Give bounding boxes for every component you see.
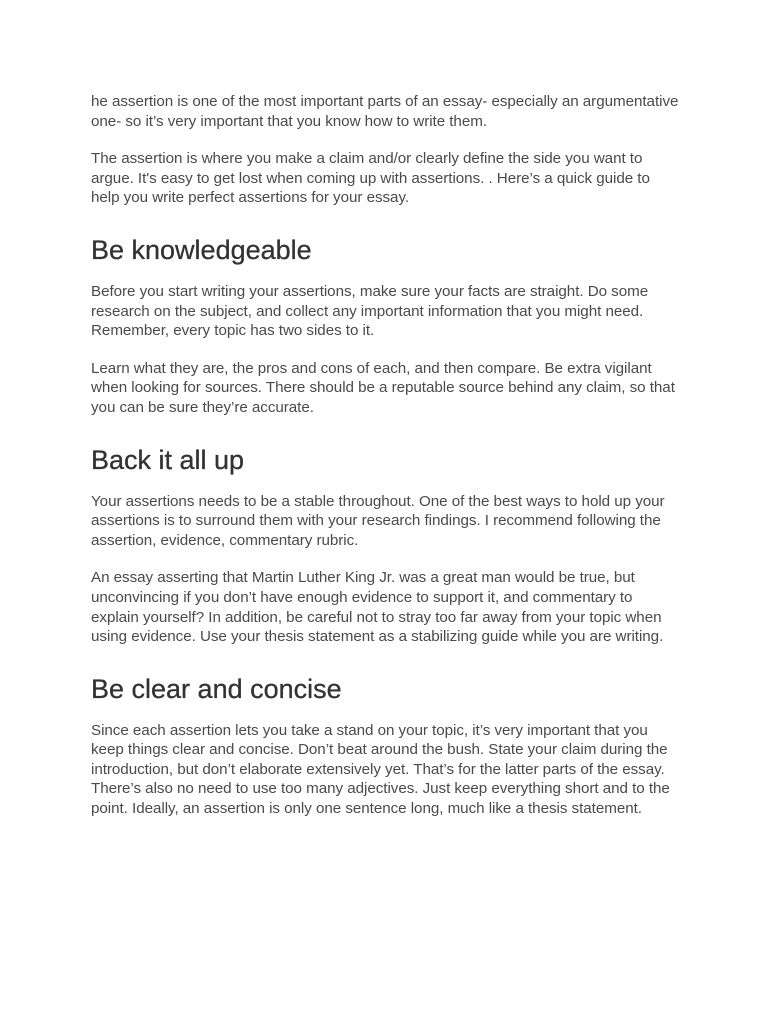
- section-be-knowledgeable: [91, 234, 681, 418]
- section-paragraph: Your assertions needs to be a stable throughout. One of the best ways to hold up your assertions is to surround them with your research findings. I recommend following the assertion, evidence, commentary rubric.: [91, 492, 665, 549]
- section-heading: Back it all up: [91, 444, 245, 475]
- intro-paragraph-1: he assertion is one of the most important parts of an essay- especially an argumentative one- so it’s very important that you know how to write them.: [91, 93, 679, 130]
- section-paragraph: Learn what they are, the pros and cons of each, and then compare. Be extra vigilant when looking for sources. There should be a reputable source behind any claim, so that you can be sure they’re accurate.: [91, 359, 675, 416]
- section-paragraph: Before you start writing your assertions, make sure your facts are straight. Do some research on the subject, and collect any important information that you might need. Remember, every topic has two sides to it.: [91, 282, 649, 340]
- section-heading: Be knowledgeable: [91, 234, 312, 265]
- section-be-clear-and-concise: [91, 673, 681, 819]
- section-paragraph: An essay asserting that Martin Luther King Jr. was a great man would be true, but unconvincing if you don’t have enough evidence to support it, and commentary to explain yourself? In addition, be careful not to stray too far away from your topic when using evidence. Use your thesis statement as a stabilizing guide while you are writing.: [91, 569, 664, 646]
- document-page: [91, 92, 681, 819]
- section-back-it-all-up: [91, 444, 681, 647]
- intro-section: [91, 92, 681, 208]
- intro-paragraph-2: The assertion is where you make a claim and/or clearly define the side you want to argue. It's easy to get lost when coming up with assertions. . Here’s a quick guide to help you write perfect assertions for your essay.: [91, 150, 650, 207]
- section-heading: Be clear and concise: [91, 673, 342, 704]
- section-paragraph: Since each assertion lets you take a stand on your topic, it’s very important that you keep things clear and concise. Don’t beat around the bush. State your claim during the introduction, but don’t elaborate extensively yet. That’s for the latter parts of the essay. There’s also no need to use too many adjectives. Just keep everything short and to the point. Ideally, an assertion is only one sentence long, much like a thesis statement.: [91, 721, 670, 818]
